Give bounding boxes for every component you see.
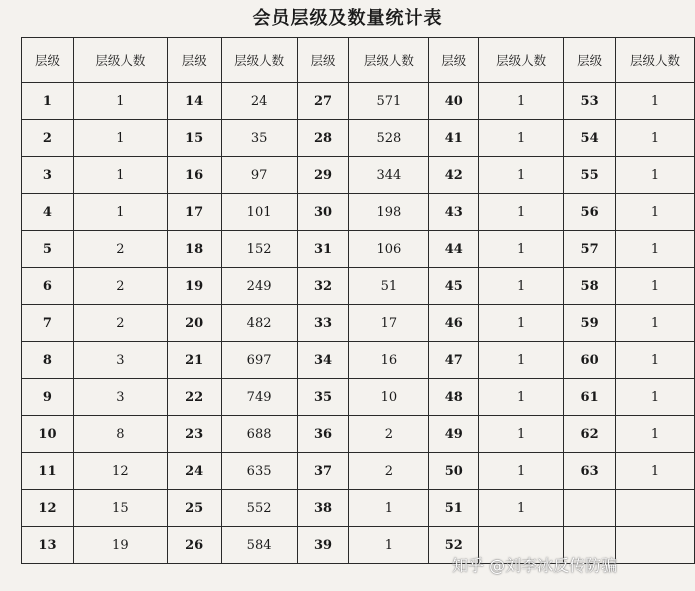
count-cell: 1 xyxy=(616,194,695,231)
table-row xyxy=(22,83,695,120)
count-cell: 10 xyxy=(349,379,429,416)
header-level: 层级 xyxy=(297,38,349,83)
level-cell: 12 xyxy=(22,490,74,527)
count-cell: 15 xyxy=(73,490,167,527)
level-cell: 10 xyxy=(22,416,74,453)
count-cell: 35 xyxy=(221,120,297,157)
count-cell: 344 xyxy=(349,157,429,194)
level-cell: 17 xyxy=(167,194,221,231)
header-level: 层级 xyxy=(167,38,221,83)
count-cell: 1 xyxy=(616,120,695,157)
count-cell: 1 xyxy=(479,342,564,379)
count-cell: 1 xyxy=(479,453,564,490)
level-cell xyxy=(564,490,616,527)
table-row xyxy=(22,342,695,379)
count-cell: 1 xyxy=(479,231,564,268)
count-cell: 51 xyxy=(349,268,429,305)
count-cell: 24 xyxy=(221,83,297,120)
level-cell: 44 xyxy=(429,231,479,268)
level-cell: 36 xyxy=(297,416,349,453)
level-cell: 45 xyxy=(429,268,479,305)
level-cell: 2 xyxy=(22,120,74,157)
count-cell: 17 xyxy=(349,305,429,342)
table-row xyxy=(22,490,695,527)
header-count: 层级人数 xyxy=(479,38,564,83)
level-cell: 24 xyxy=(167,453,221,490)
table-row xyxy=(22,231,695,268)
count-cell: 2 xyxy=(349,453,429,490)
count-cell: 1 xyxy=(616,453,695,490)
level-cell: 63 xyxy=(564,453,616,490)
count-cell: 1 xyxy=(479,379,564,416)
table-row xyxy=(22,453,695,490)
level-cell: 32 xyxy=(297,268,349,305)
level-cell: 3 xyxy=(22,157,74,194)
table-row xyxy=(22,268,695,305)
count-cell: 2 xyxy=(73,268,167,305)
level-cell: 18 xyxy=(167,231,221,268)
table-row xyxy=(22,157,695,194)
level-cell: 50 xyxy=(429,453,479,490)
table-row xyxy=(22,194,695,231)
level-cell: 28 xyxy=(297,120,349,157)
level-cell: 58 xyxy=(564,268,616,305)
header-row xyxy=(22,38,695,83)
level-cell: 51 xyxy=(429,490,479,527)
count-cell: 1 xyxy=(616,268,695,305)
level-cell: 61 xyxy=(564,379,616,416)
level-cell: 43 xyxy=(429,194,479,231)
level-cell: 20 xyxy=(167,305,221,342)
count-cell: 584 xyxy=(221,527,297,564)
level-cell: 55 xyxy=(564,157,616,194)
level-cell: 22 xyxy=(167,379,221,416)
level-cell: 42 xyxy=(429,157,479,194)
count-cell: 2 xyxy=(349,416,429,453)
count-cell: 1 xyxy=(73,83,167,120)
table-row xyxy=(22,305,695,342)
level-cell: 9 xyxy=(22,379,74,416)
level-cell: 41 xyxy=(429,120,479,157)
level-cell: 11 xyxy=(22,453,74,490)
level-cell: 39 xyxy=(297,527,349,564)
level-cell: 52 xyxy=(429,527,479,564)
count-cell: 571 xyxy=(349,83,429,120)
level-cell: 25 xyxy=(167,490,221,527)
count-cell: 688 xyxy=(221,416,297,453)
level-cell: 13 xyxy=(22,527,74,564)
level-cell: 38 xyxy=(297,490,349,527)
count-cell: 1 xyxy=(616,305,695,342)
header-count: 层级人数 xyxy=(221,38,297,83)
count-cell: 2 xyxy=(73,305,167,342)
level-cell: 27 xyxy=(297,83,349,120)
count-cell: 1 xyxy=(479,120,564,157)
level-cell: 35 xyxy=(297,379,349,416)
count-cell: 697 xyxy=(221,342,297,379)
count-cell: 1 xyxy=(73,194,167,231)
count-cell: 3 xyxy=(73,342,167,379)
count-cell: 19 xyxy=(73,527,167,564)
count-cell: 12 xyxy=(73,453,167,490)
header-level: 层级 xyxy=(564,38,616,83)
level-cell: 6 xyxy=(22,268,74,305)
level-cell: 57 xyxy=(564,231,616,268)
level-cell: 46 xyxy=(429,305,479,342)
count-cell: 1 xyxy=(479,490,564,527)
count-cell: 1 xyxy=(616,342,695,379)
count-cell: 1 xyxy=(479,157,564,194)
header-count: 层级人数 xyxy=(73,38,167,83)
count-cell: 1 xyxy=(349,490,429,527)
level-cell: 15 xyxy=(167,120,221,157)
level-cell: 23 xyxy=(167,416,221,453)
count-cell: 749 xyxy=(221,379,297,416)
level-cell: 62 xyxy=(564,416,616,453)
count-cell: 528 xyxy=(349,120,429,157)
table-row xyxy=(22,120,695,157)
level-cell: 1 xyxy=(22,83,74,120)
count-cell: 249 xyxy=(221,268,297,305)
level-cell: 56 xyxy=(564,194,616,231)
level-cell: 19 xyxy=(167,268,221,305)
count-cell: 106 xyxy=(349,231,429,268)
level-cell: 33 xyxy=(297,305,349,342)
level-cell: 60 xyxy=(564,342,616,379)
count-cell: 97 xyxy=(221,157,297,194)
level-cell: 21 xyxy=(167,342,221,379)
level-cell: 47 xyxy=(429,342,479,379)
count-cell: 1 xyxy=(616,231,695,268)
count-cell: 16 xyxy=(349,342,429,379)
count-cell: 1 xyxy=(73,120,167,157)
level-cell: 16 xyxy=(167,157,221,194)
count-cell xyxy=(616,527,695,564)
count-cell: 1 xyxy=(479,416,564,453)
count-cell: 101 xyxy=(221,194,297,231)
count-cell: 1 xyxy=(73,157,167,194)
level-cell: 7 xyxy=(22,305,74,342)
level-cell: 59 xyxy=(564,305,616,342)
count-cell: 1 xyxy=(349,527,429,564)
header-count: 层级人数 xyxy=(349,38,429,83)
count-cell: 198 xyxy=(349,194,429,231)
count-cell: 552 xyxy=(221,490,297,527)
level-cell: 48 xyxy=(429,379,479,416)
count-cell: 1 xyxy=(616,379,695,416)
level-cell: 54 xyxy=(564,120,616,157)
level-cell: 37 xyxy=(297,453,349,490)
level-cell: 4 xyxy=(22,194,74,231)
header-level: 层级 xyxy=(429,38,479,83)
level-cell: 29 xyxy=(297,157,349,194)
watermark: 知乎 @刘李冰反传防骗 xyxy=(452,556,618,575)
count-cell: 3 xyxy=(73,379,167,416)
count-cell: 1 xyxy=(616,83,695,120)
member-level-table xyxy=(21,37,695,564)
count-cell: 1 xyxy=(479,83,564,120)
level-cell: 26 xyxy=(167,527,221,564)
table-row xyxy=(22,379,695,416)
count-cell: 1 xyxy=(479,268,564,305)
level-cell: 40 xyxy=(429,83,479,120)
level-cell: 31 xyxy=(297,231,349,268)
level-cell: 30 xyxy=(297,194,349,231)
header-level: 层级 xyxy=(22,38,74,83)
table-row xyxy=(22,416,695,453)
count-cell: 1 xyxy=(479,194,564,231)
count-cell: 152 xyxy=(221,231,297,268)
count-cell: 8 xyxy=(73,416,167,453)
count-cell: 2 xyxy=(73,231,167,268)
count-cell: 635 xyxy=(221,453,297,490)
level-cell: 34 xyxy=(297,342,349,379)
level-cell: 5 xyxy=(22,231,74,268)
table-title: 会员层级及数量统计表 xyxy=(252,8,443,29)
level-cell: 53 xyxy=(564,83,616,120)
level-cell: 49 xyxy=(429,416,479,453)
count-cell: 482 xyxy=(221,305,297,342)
count-cell: 1 xyxy=(616,416,695,453)
header-count: 层级人数 xyxy=(616,38,695,83)
count-cell: 1 xyxy=(616,157,695,194)
count-cell: 1 xyxy=(479,305,564,342)
count-cell xyxy=(616,490,695,527)
level-cell: 14 xyxy=(167,83,221,120)
level-cell: 8 xyxy=(22,342,74,379)
